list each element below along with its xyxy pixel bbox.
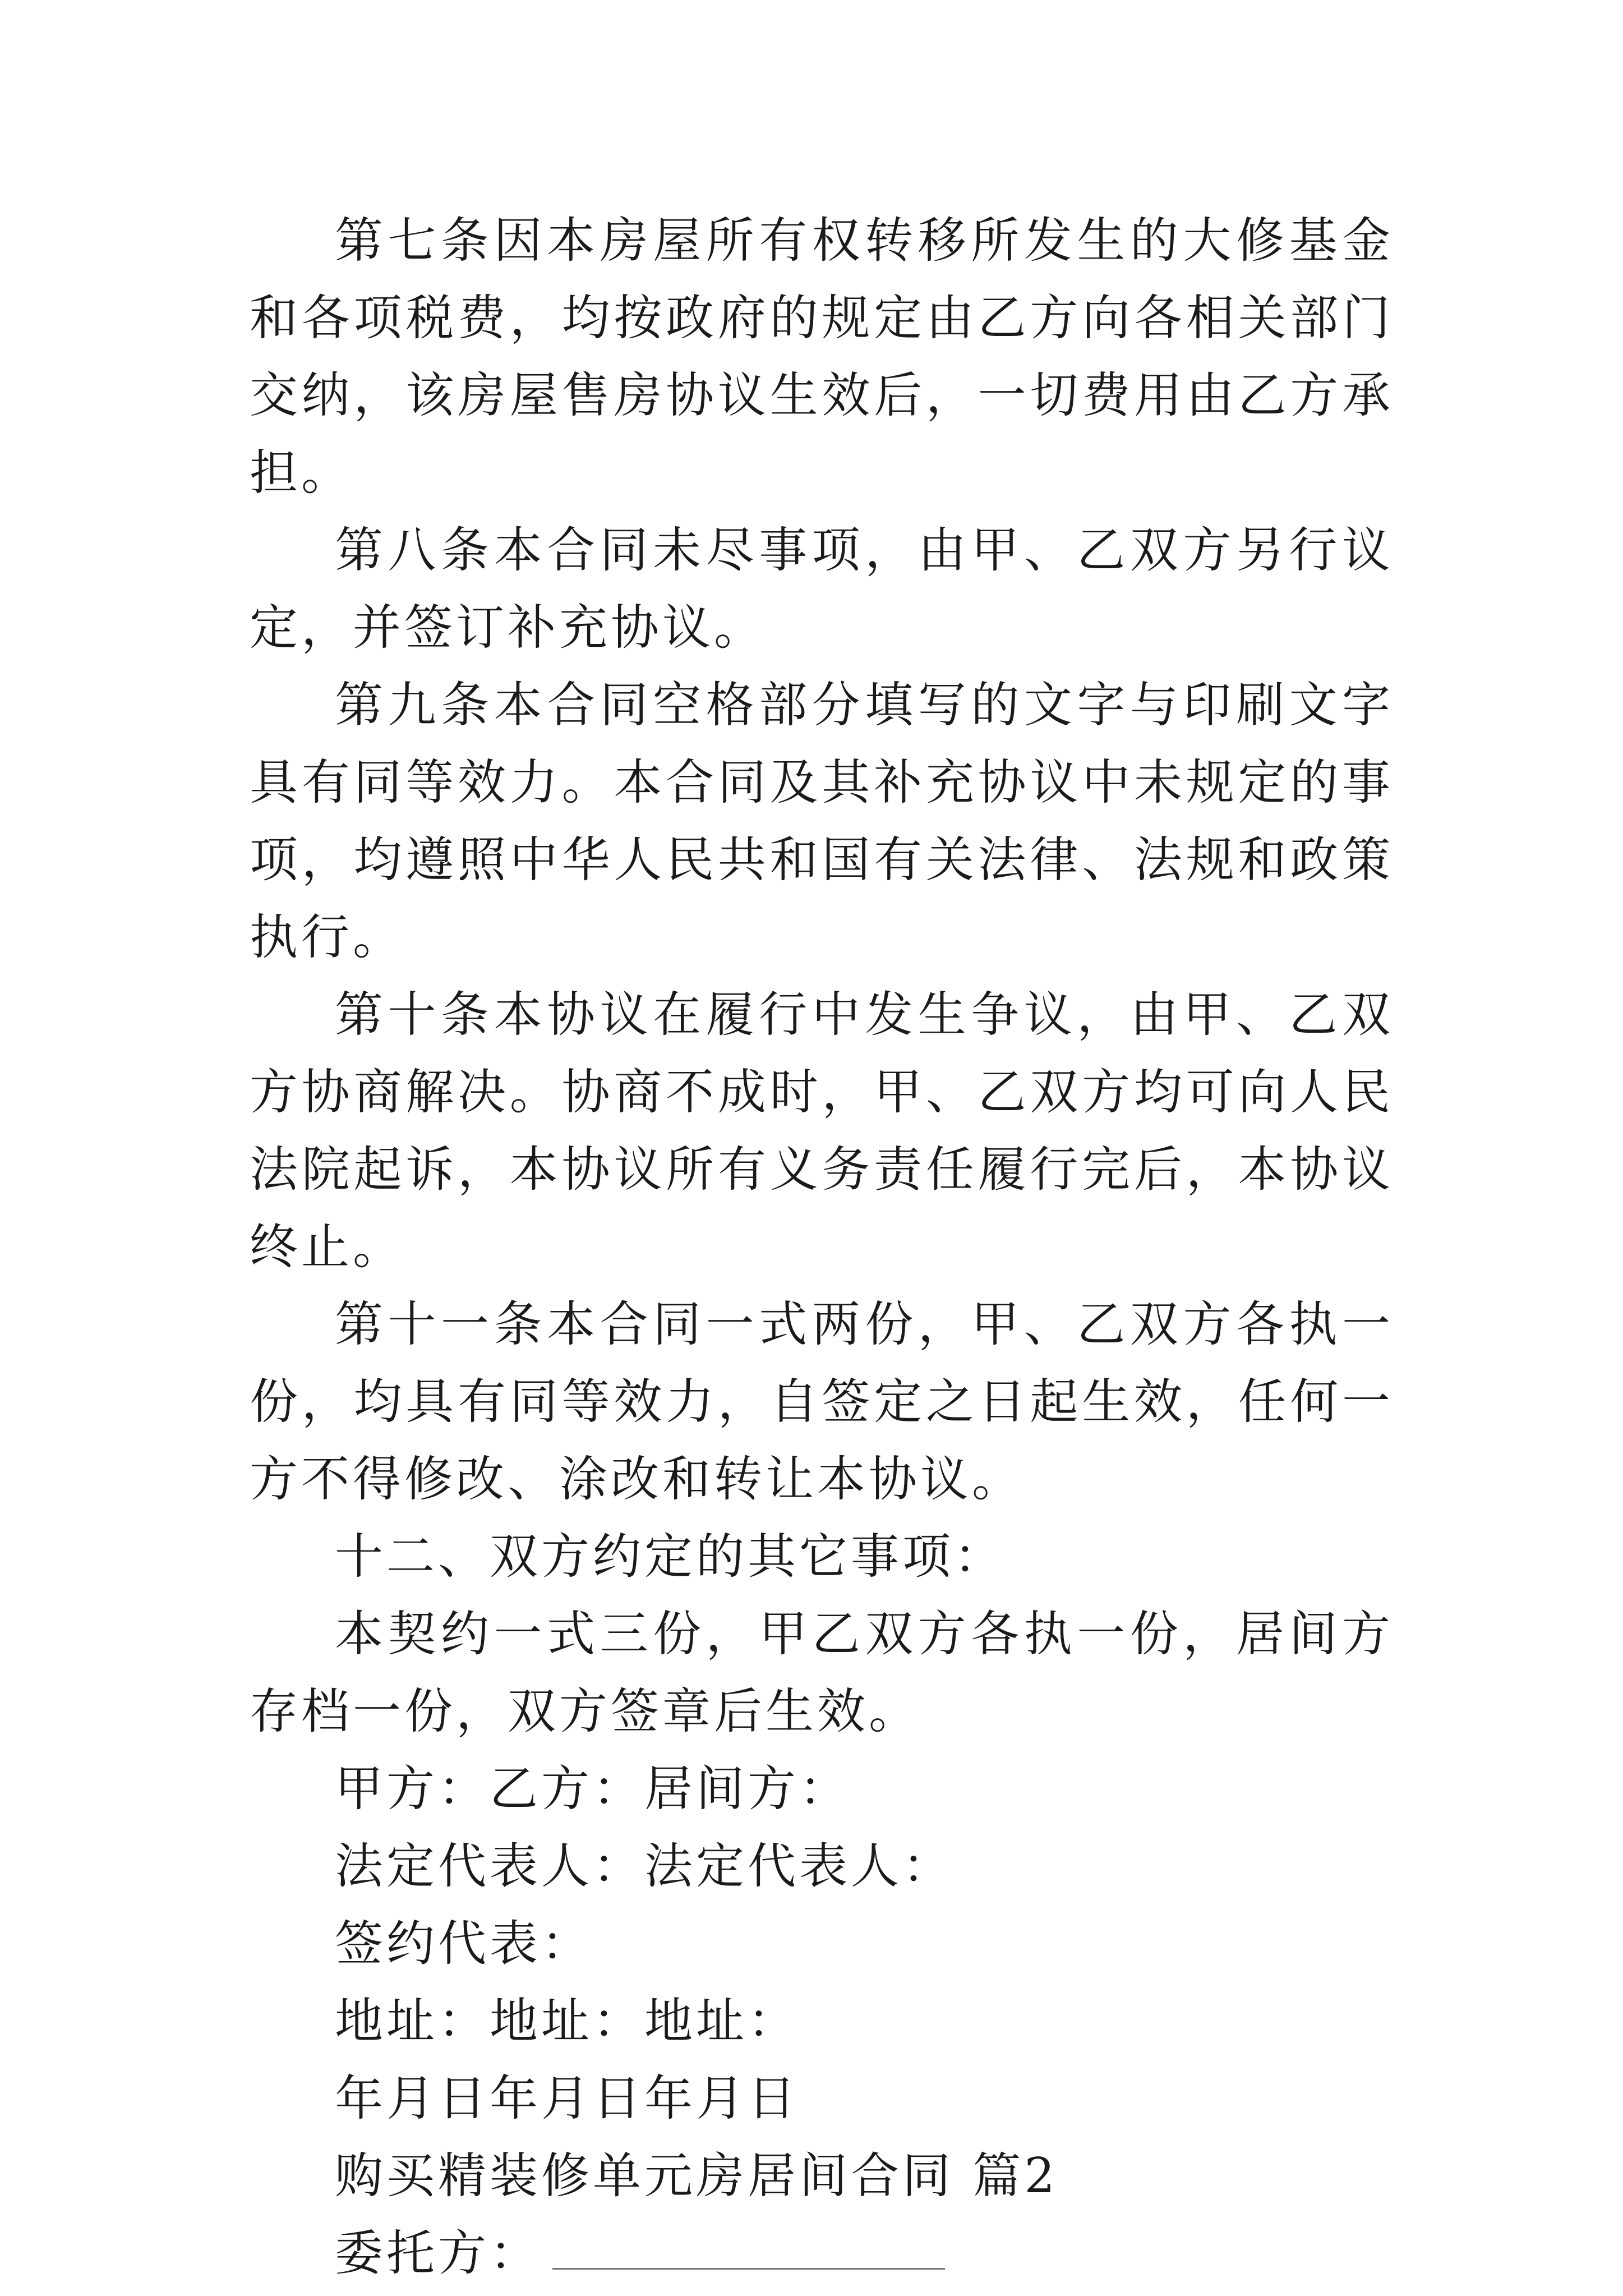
- paragraph-article-12: 十二、双方约定的其它事项：: [335, 1529, 1006, 1585]
- paragraph-article-11: 第十一条本合同一式两份，甲、乙双方各执一份，均具有同等效力，自签定之日起生效，任何一方不得修改、涂改和转让本协议。: [250, 1296, 1394, 1507]
- client-line: [250, 2215, 1394, 2292]
- paragraph-copies: 本契约一式三份，甲乙双方各执一份，居间方存档一份，双方签章后生效。: [250, 1606, 1394, 1740]
- client-blank-field: [552, 2229, 945, 2270]
- signature-dates: 年月日年月日年月日: [335, 2070, 799, 2127]
- paragraph-article-7: 第七条因本房屋所有权转移所发生的大修基金和各项税费，均按政府的规定由乙方向各相关部门交纳，该房屋售房协议生效后，一切费用由乙方承担。: [250, 213, 1394, 501]
- document-page: [250, 202, 1394, 2292]
- client-label: 委托方：: [335, 2225, 541, 2281]
- section-title: 购买精装修单元房居间合同 篇2: [335, 2148, 1059, 2204]
- paragraph-article-8: 第八条本合同未尽事项，由甲、乙双方另行议定，并签订补充协议。: [250, 522, 1394, 656]
- signature-parties: 甲方：乙方：居间方：: [335, 1761, 851, 1817]
- signature-addresses: 地址：地址：地址：: [335, 1993, 799, 2049]
- paragraph-article-10: 第十条本协议在履行中发生争议，由甲、乙双方协商解决。协商不成时，甲、乙双方均可向人民法院起诉，本协议所有义务责任履行完后，本协议终止。: [250, 987, 1394, 1275]
- paragraph-article-9: 第九条本合同空格部分填写的文字与印刷文字具有同等效力。本合同及其补充协议中未规定的事项，均遵照中华人民共和国有关法律、法规和政策执行。: [250, 677, 1394, 965]
- signature-signing-representative: 签约代表：: [335, 1916, 593, 1972]
- signature-legal-representatives: 法定代表人：法定代表人：: [335, 1838, 954, 1894]
